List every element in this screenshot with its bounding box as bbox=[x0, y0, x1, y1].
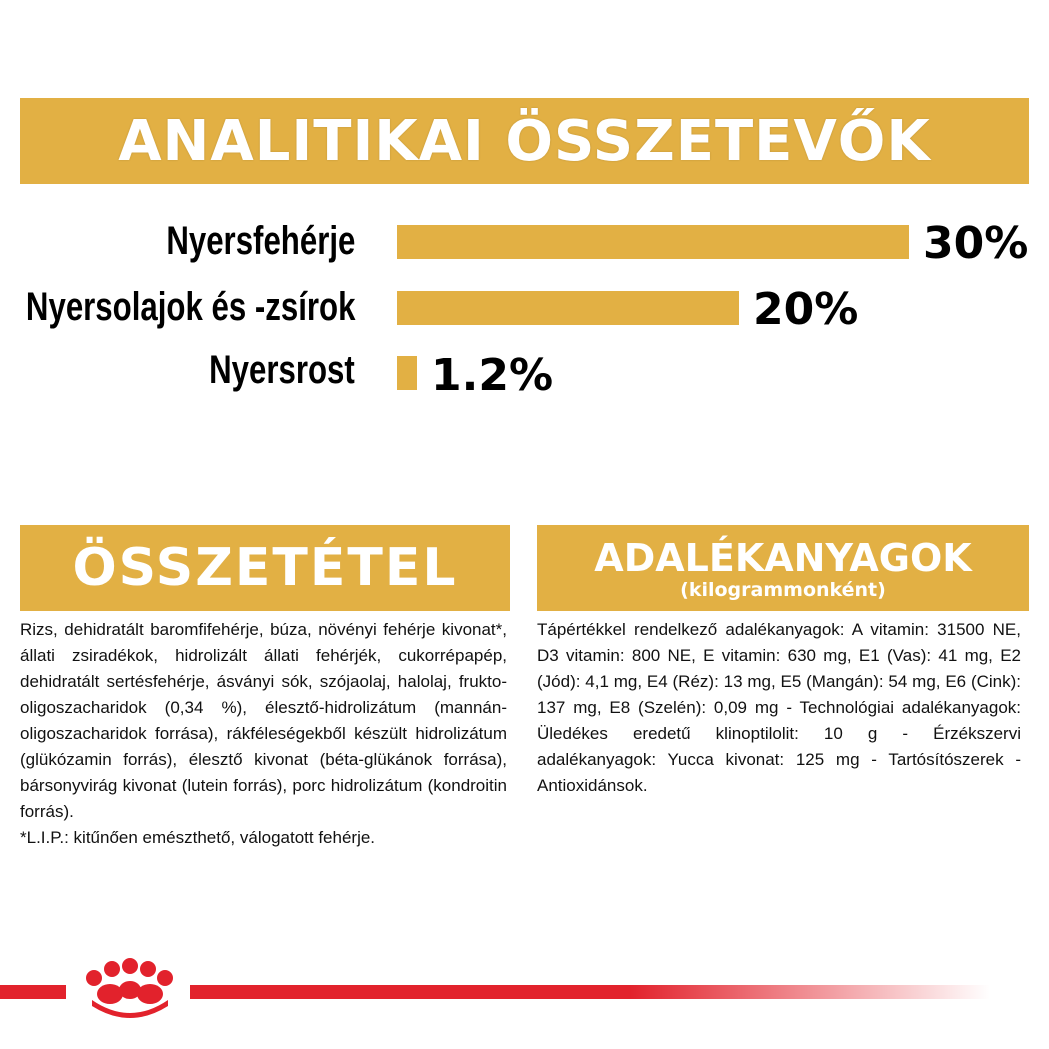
row-label-protein: Nyersfehérje bbox=[165, 219, 355, 263]
additives-title: ADALÉKANYAGOK bbox=[594, 535, 972, 580]
composition-text-block bbox=[20, 617, 507, 851]
value-fat: 20% bbox=[753, 284, 859, 335]
composition-banner bbox=[20, 525, 510, 611]
bar-fibre bbox=[397, 356, 417, 390]
additives-banner bbox=[537, 525, 1029, 611]
additives-paragraph: Tápértékkel rendelkező adalékanyagok: A vitamin: 31500 NE, D3 vitamin: 800 NE, E vitamin: 630 mg, E1 (Vas): 41 mg, E2 (Jód): 4,1 mg, E4 (Réz): 13 mg, E5 (Mangán): 54 mg, E6 (Cink): 137 mg, E8 (Szelén): 0,09 mg - Technológiai adalékanyagok: Üledékes eredetű klinoptilolit: 10 g - Érzékszervi adalékanyagok: Yucca kivonat: 125 mg - Tartósítószerek - Antioxidánsok. bbox=[537, 620, 1021, 795]
composition-footnote: *L.I.P.: kitűnően emészthető, válogatott fehérje. bbox=[20, 828, 376, 847]
royal-canin-crown-icon bbox=[72, 956, 184, 1018]
bar-fat bbox=[397, 291, 739, 325]
additives-text-block bbox=[537, 617, 1021, 799]
analytic-constituents-title: ANALITIKAI ÖSSZETEVŐK bbox=[118, 108, 931, 174]
row-label-fat: Nyersolajok és -zsírok bbox=[25, 285, 355, 329]
bar-protein bbox=[397, 225, 909, 259]
value-fibre: 1.2% bbox=[431, 350, 554, 401]
composition-title: ÖSSZETÉTEL bbox=[72, 538, 458, 598]
footer-line-right bbox=[190, 985, 990, 999]
row-label-fibre: Nyersrost bbox=[209, 348, 355, 392]
composition-paragraph: Rizs, dehidratált baromfifehérje, búza, növényi fehérje kivonat*, állati zsiradékok, hidrolizált állati fehérjék, cukorrépapép, dehidratált sertésfehérje, ásványi sók, szójaolaj, halolaj, frukto-oligoszacharidok (0,34 %), élesztő-hidrolizátum (mannán-oligoszacharidok forrása), rákféleségekből készült hidrolizátum (glükózamin forrás), élesztő kivonat (béta-glükánok forrása), bársonyvirág kivonat (lutein forrás), porc hidrolizátum (kondroitin forrás). bbox=[20, 620, 507, 821]
analytic-constituents-banner bbox=[20, 98, 1029, 184]
value-protein: 30% bbox=[923, 218, 1029, 269]
footer-line-left bbox=[0, 985, 66, 999]
additives-subtitle: (kilogrammonként) bbox=[680, 578, 886, 601]
